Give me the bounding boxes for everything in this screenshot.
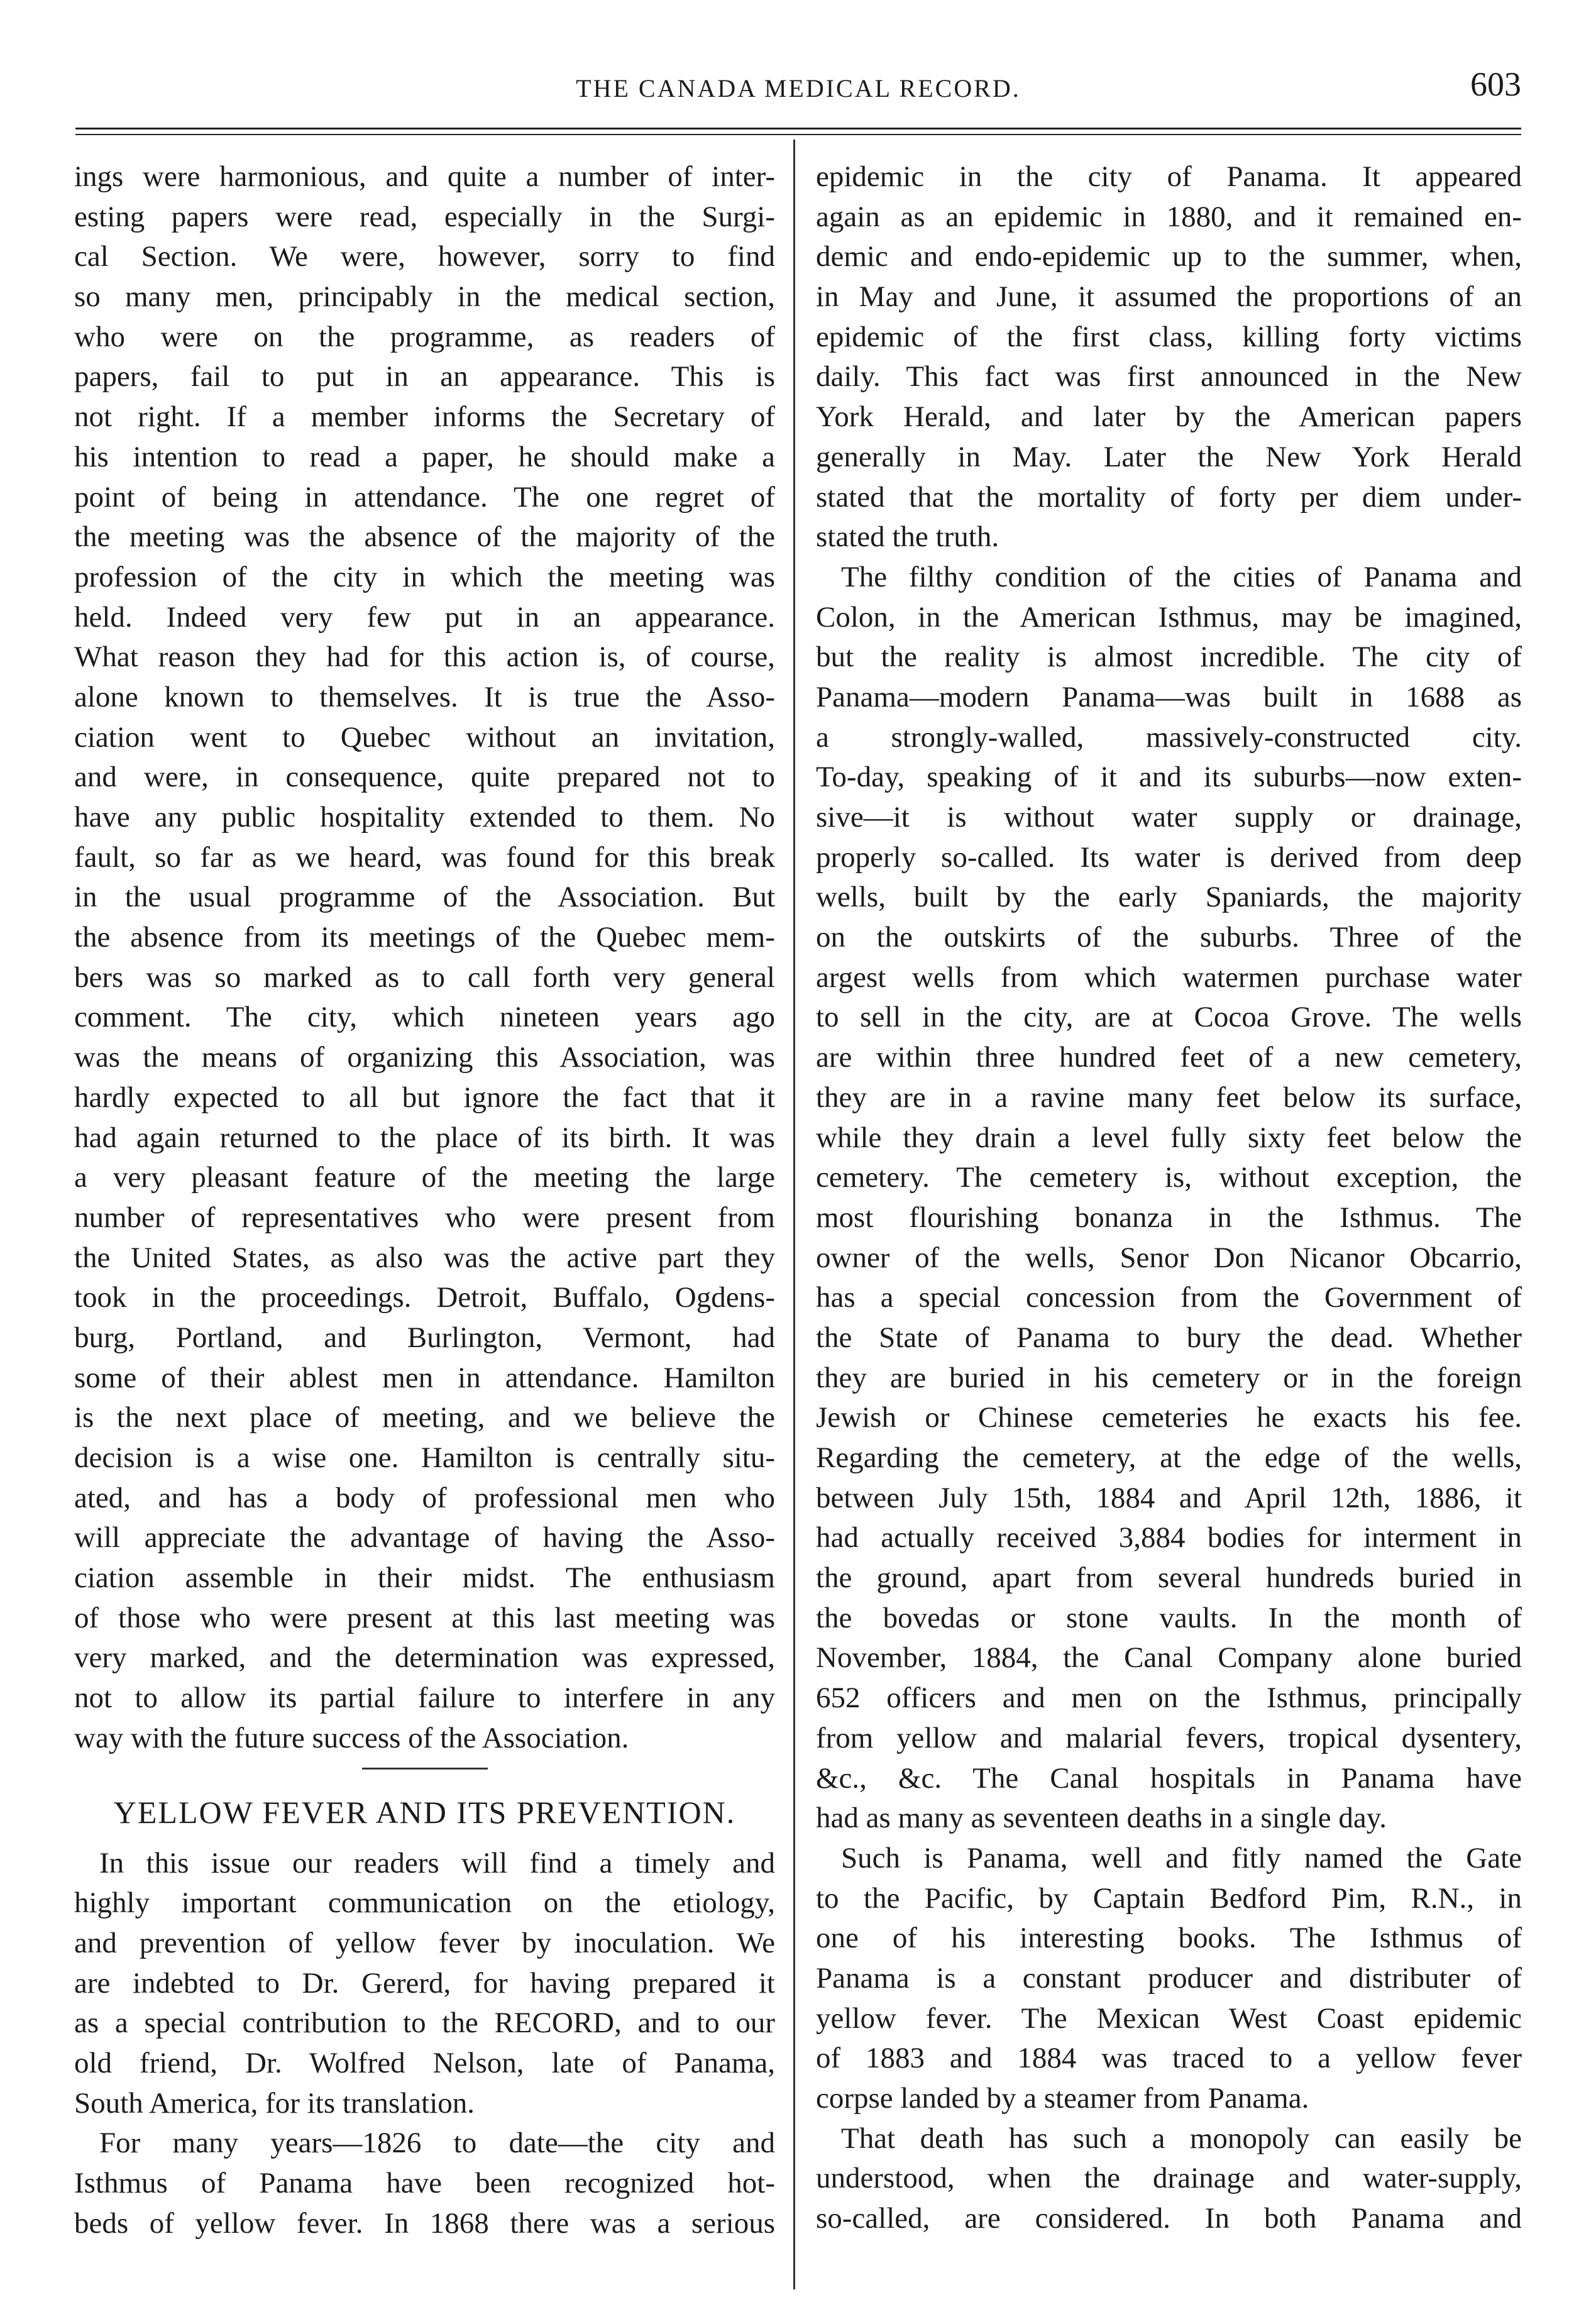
paragraph <box>816 558 1522 1839</box>
section-title: YELLOW FEVER AND ITS PREVENTION. <box>113 1794 736 1830</box>
text-line: generally in May. Later the New York Herald <box>816 440 1522 473</box>
text-line: number of representatives who were present from <box>74 1201 775 1234</box>
running-title: THE CANADA MEDICAL RECORD. <box>576 74 1021 102</box>
text-line: from yellow and malarial fevers, tropical dysentery, <box>816 1721 1522 1754</box>
text-line: epidemic in the city of Panama. It appeared <box>816 160 1522 193</box>
text-line: Isthmus of Panama have been recognized hot- <box>74 2167 775 2199</box>
text-line: beds of yellow fever. In 1868 there was a serious <box>74 2206 775 2240</box>
header-rule-thin <box>75 134 1521 135</box>
text-line: ciation assemble in their midst. The enthusiasm <box>74 1561 775 1595</box>
text-line: sive—it is without water supply or drainage, <box>816 801 1522 834</box>
text-line: had again returned to the place of its birth. It was <box>74 1121 775 1154</box>
text-line: yellow fever. The Mexican West Coast epidemic <box>816 2001 1522 2035</box>
text-line: to sell in the city, are at Cocoa Grove. The wells <box>816 1001 1522 1034</box>
text-line: but the reality is almost incredible. The city of <box>816 641 1522 674</box>
text-line: very marked, and the determination was expressed, <box>74 1641 775 1675</box>
text-line: as a special contribution to the RECORD, and to our <box>74 2006 775 2040</box>
text-line: South America, for its translation. <box>74 2086 475 2120</box>
text-line: In this issue our readers will find a timely and <box>99 1846 775 1880</box>
text-line: Such is Panama, well and fitly named the Gate <box>841 1841 1522 1874</box>
paragraph <box>816 157 1522 558</box>
text-line: ings were harmonious, and quite a number of inter- <box>74 160 775 193</box>
text-line: demic and endo-epidemic up to the summer, when, <box>816 240 1522 273</box>
text-line: decision is a wise one. Hamilton is centrally situ- <box>74 1441 775 1474</box>
text-line: Panama is a constant producer and distributer of <box>816 1961 1522 1995</box>
text-line: alone known to themselves. It is true the Asso- <box>74 680 775 713</box>
paragraph <box>816 1839 1522 2119</box>
text-line: understood, when the drainage and water-supply, <box>816 2162 1522 2195</box>
text-line: daily. This fact was first announced in the New <box>816 360 1522 394</box>
text-line: papers, fail to put in an appearance. This is <box>74 360 775 394</box>
paragraph <box>74 157 775 1759</box>
text-line: comment. The city, which nineteen years ago <box>74 1001 775 1034</box>
text-line: Regarding the cemetery, at the edge of the wells, <box>816 1441 1522 1474</box>
paragraph <box>74 1844 775 2124</box>
text-line: has a special concession from the Government of <box>816 1281 1522 1314</box>
text-line: not right. If a member informs the Secretary of <box>74 400 775 434</box>
text-line: the absence from its meetings of the Quebec mem- <box>74 921 775 954</box>
text-line: the State of Panama to bury the dead. Whether <box>816 1321 1522 1354</box>
text-line: his intention to read a paper, he should make a <box>74 440 775 473</box>
text-line: bers was so marked as to call forth very general <box>74 961 775 994</box>
text-line: properly so-called. Its water is derived from deep <box>816 840 1522 874</box>
text-line: a strongly-walled, massively-constructed city. <box>816 720 1522 754</box>
text-line: What reason they had for this action is, of course, <box>74 641 775 674</box>
text-line: again as an epidemic in 1880, and it remained en- <box>816 200 1522 233</box>
text-line: hardly expected to all but ignore the fact that it <box>74 1081 775 1114</box>
text-line: ciation went to Quebec without an invitation, <box>74 720 775 754</box>
header-rule <box>75 128 1521 129</box>
text-line: November, 1884, the Canal Company alone buried <box>816 1641 1522 1675</box>
text-line: had actually received 3,884 bodies for interment in <box>816 1521 1522 1555</box>
text-line: of 1883 and 1884 was traced to a yellow fever <box>816 2042 1522 2075</box>
text-line: point of being in attendance. The one regret of <box>74 480 775 514</box>
page-header <box>75 60 1521 110</box>
text-line: they are buried in his cemetery or in the foreign <box>816 1361 1522 1394</box>
text-line: a very pleasant feature of the meeting the large <box>74 1161 775 1194</box>
text-line: &c., &c. The Canal hospitals in Panama have <box>816 1761 1522 1795</box>
text-line: are indebted to Dr. Gererd, for having prepared it <box>74 1966 775 2000</box>
text-line: To-day, speaking of it and its suburbs—now exten- <box>816 761 1522 794</box>
text-line: wells, built by the early Spaniards, the majority <box>816 881 1522 914</box>
text-line: the United States, as also was the active part they <box>74 1241 775 1274</box>
text-line: For many years—1826 to date—the city and <box>99 2127 775 2160</box>
text-line: ated, and has a body of professional men who <box>74 1481 775 1514</box>
text-line: so many men, principably in the medical section, <box>74 280 775 314</box>
text-line: is the next place of meeting, and we believe the <box>74 1401 775 1434</box>
section-separator <box>362 1768 488 1770</box>
text-line: stated that the mortality of forty per diem under- <box>816 480 1522 514</box>
text-line: while they drain a level fully sixty feet below the <box>816 1121 1522 1154</box>
text-line: profession of the city in which the meeting was <box>74 560 775 593</box>
text-line: owner of the wells, Senor Don Nicanor Obcarrio, <box>816 1241 1522 1274</box>
text-line: had as many as seventeen deaths in a single day. <box>816 1802 1387 1835</box>
paragraph <box>74 2123 775 2243</box>
text-line: the meeting was the absence of the majority of the <box>74 520 775 554</box>
text-line: some of their ablest men in attendance. Hamilton <box>74 1361 775 1394</box>
text-line: York Herald, and later by the American papers <box>816 400 1522 434</box>
text-line: The filthy condition of the cities of Panama and <box>841 560 1522 593</box>
text-line: cemetery. The cemetery is, without exception, the <box>816 1161 1522 1194</box>
text-line: corpse landed by a steamer from Panama. <box>816 2082 1309 2115</box>
text-line: in the usual programme of the Association. But <box>74 881 775 914</box>
text-line: not to allow its partial failure to interfere in any <box>74 1682 775 1715</box>
text-line: most flourishing bonanza in the Isthmus. The <box>816 1201 1522 1234</box>
text-line: Colon, in the American Isthmus, may be imagined, <box>816 600 1522 634</box>
text-line: they are in a ravine many feet below its surface, <box>816 1081 1522 1114</box>
text-line: held. Indeed very few put in an appearance. <box>74 600 775 634</box>
text-line: will appreciate the advantage of having the Asso- <box>74 1521 775 1555</box>
text-line: burg, Portland, and Burlington, Vermont, had <box>74 1321 775 1354</box>
text-line: between July 15th, 1884 and April 12th, 1886, it <box>816 1481 1522 1514</box>
text-line: esting papers were read, especially in the Surgi- <box>74 200 775 233</box>
text-line: 652 officers and men on the Isthmus, principally <box>816 1682 1522 1715</box>
text-line: way with the future success of the Association. <box>74 1721 629 1754</box>
left-column <box>74 157 775 2243</box>
text-line: on the outskirts of the suburbs. Three of the <box>816 921 1522 954</box>
text-line: old friend, Dr. Wolfred Nelson, late of Panama, <box>74 2046 775 2079</box>
paragraph <box>816 2119 1522 2239</box>
text-line: took in the proceedings. Detroit, Buffalo, Ogdens- <box>74 1281 775 1314</box>
text-line: Jewish or Chinese cemeteries he exacts his fee. <box>816 1401 1522 1434</box>
text-line: argest wells from which watermen purchase water <box>816 961 1522 994</box>
text-line: have any public hospitality extended to them. No <box>74 801 775 834</box>
text-line: and prevention of yellow fever by inoculation. We <box>74 1926 775 1959</box>
text-line: who were on the programme, as readers of <box>74 320 775 353</box>
text-line: cal Section. We were, however, sorry to find <box>74 240 775 273</box>
page-number: 603 <box>1470 65 1521 103</box>
text-line: of those who were present at this last meeting was <box>74 1601 775 1634</box>
text-line: was the means of organizing this Association, was <box>74 1041 775 1074</box>
text-line: the bovedas or stone vaults. In the month of <box>816 1601 1522 1634</box>
text-line: are within three hundred feet of a new cemetery, <box>816 1041 1522 1074</box>
text-line: highly important communication on the etiology, <box>74 1886 775 1920</box>
text-line: epidemic of the first class, killing forty victims <box>816 320 1522 353</box>
text-line: and were, in consequence, quite prepared not to <box>74 761 775 794</box>
text-line: Panama—modern Panama—was built in 1688 as <box>816 680 1522 713</box>
text-line: That death has such a monopoly can easily be <box>841 2122 1522 2155</box>
text-line: fault, so far as we heard, was found for this break <box>74 840 775 874</box>
text-line: to the Pacific, by Captain Bedford Pim, R.N., in <box>816 1881 1522 1915</box>
text-line: the ground, apart from several hundreds buried in <box>816 1561 1522 1595</box>
right-column <box>816 157 1522 2239</box>
text-line: one of his interesting books. The Isthmus of <box>816 1922 1522 1955</box>
text-line: stated the truth. <box>816 520 999 554</box>
column-divider <box>793 140 795 2289</box>
text-line: so-called, are considered. In both Panama and <box>816 2202 1522 2235</box>
text-line: in May and June, it assumed the proportions of an <box>816 280 1522 314</box>
